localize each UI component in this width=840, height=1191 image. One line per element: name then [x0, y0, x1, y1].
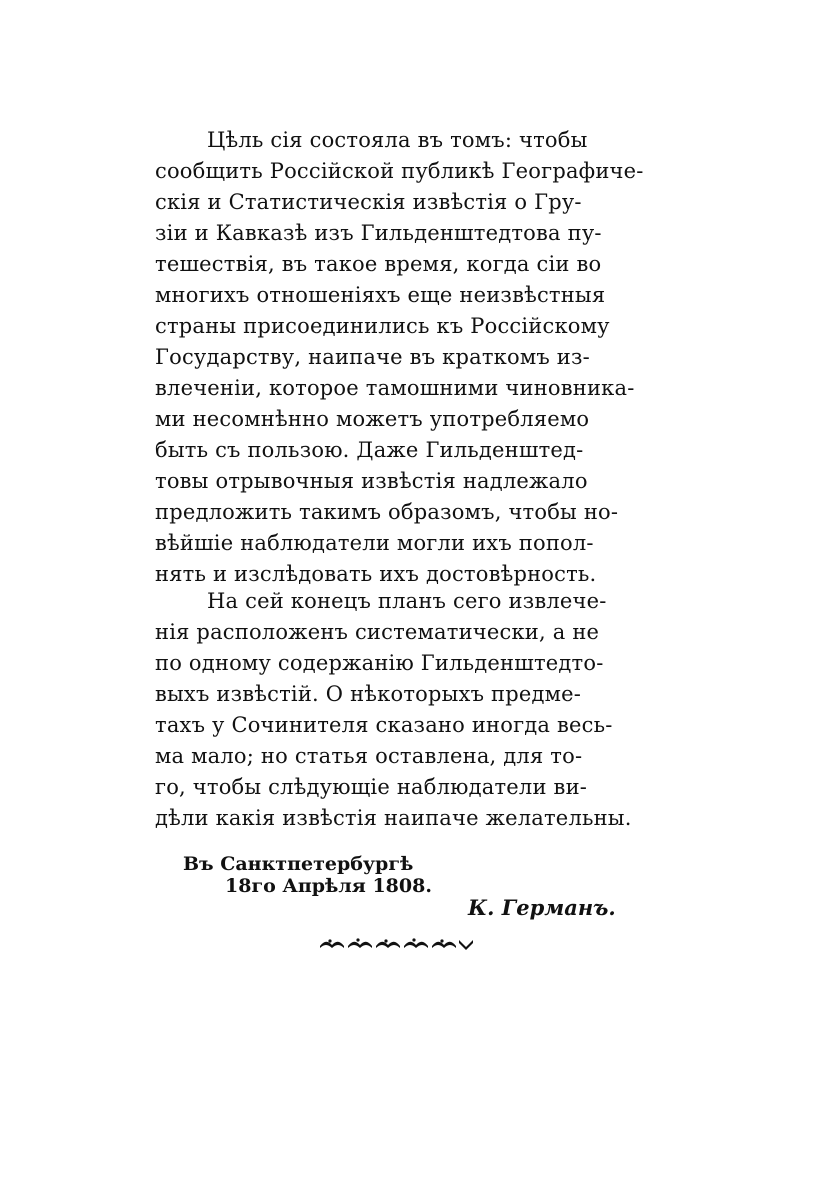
text-line: Цѣль сія состояла въ томъ: чтобы [207, 128, 588, 152]
text-line: ма мало; но статья оставлена, для то- [155, 744, 583, 768]
date-line: 18го Апрѣля 1808. [225, 875, 432, 897]
paragraph-intro [155, 125, 644, 590]
text-line: тахъ у Сочинителя сказано иногда весь- [155, 713, 613, 737]
text-line: го, чтобы слѣдующіе наблюдатели ви- [155, 775, 588, 799]
text-line: зіи и Кавказѣ изъ Гильденштедтова пу- [155, 221, 602, 245]
text-line: тешествія, въ такое время, когда сіи во [155, 252, 602, 276]
text-line: дѣли какія извѣстія наипаче желательны. [155, 806, 632, 830]
paragraph-plan [155, 586, 635, 834]
ornament-divider-icon [318, 934, 474, 952]
text-line: нять и изслѣдовать ихъ достовѣрность. [155, 562, 597, 586]
text-line: ми несомнѣнно можетъ употребляемо [155, 407, 590, 431]
text-line: многихъ отношеніяхъ еще неизвѣстныя [155, 283, 606, 307]
text-line: сообщить Россійской публикѣ Географиче- [155, 159, 644, 183]
text-line: влеченіи, которое тамошними чиновника- [155, 376, 635, 400]
text-line: вѣйшіе наблюдатели могли ихъ попол- [155, 531, 594, 555]
place-line: Въ Санктпетербургѣ [183, 853, 414, 875]
text-line: предложить такимъ образомъ, чтобы но- [155, 500, 619, 524]
text-line: скія и Статистическія извѣстія о Гру- [155, 190, 582, 214]
text-line: по одному содержанію Гильденштедто- [155, 651, 604, 675]
text-line: Государству, наипаче въ краткомъ из- [155, 345, 590, 369]
text-line: нія расположенъ систематически, а не [155, 620, 600, 644]
text-line: На сей конецъ планъ сего извлече- [207, 589, 607, 613]
text-line: выхъ извѣстій. О нѣкоторыхъ предме- [155, 682, 582, 706]
text-line: товы отрывочныя извѣстія надлежало [155, 469, 588, 493]
text-line: страны присоединились къ Россійскому [155, 314, 610, 338]
author-signature: К. Германъ. [468, 895, 616, 920]
text-line: быть съ пользою. Даже Гильденштед- [155, 438, 584, 462]
